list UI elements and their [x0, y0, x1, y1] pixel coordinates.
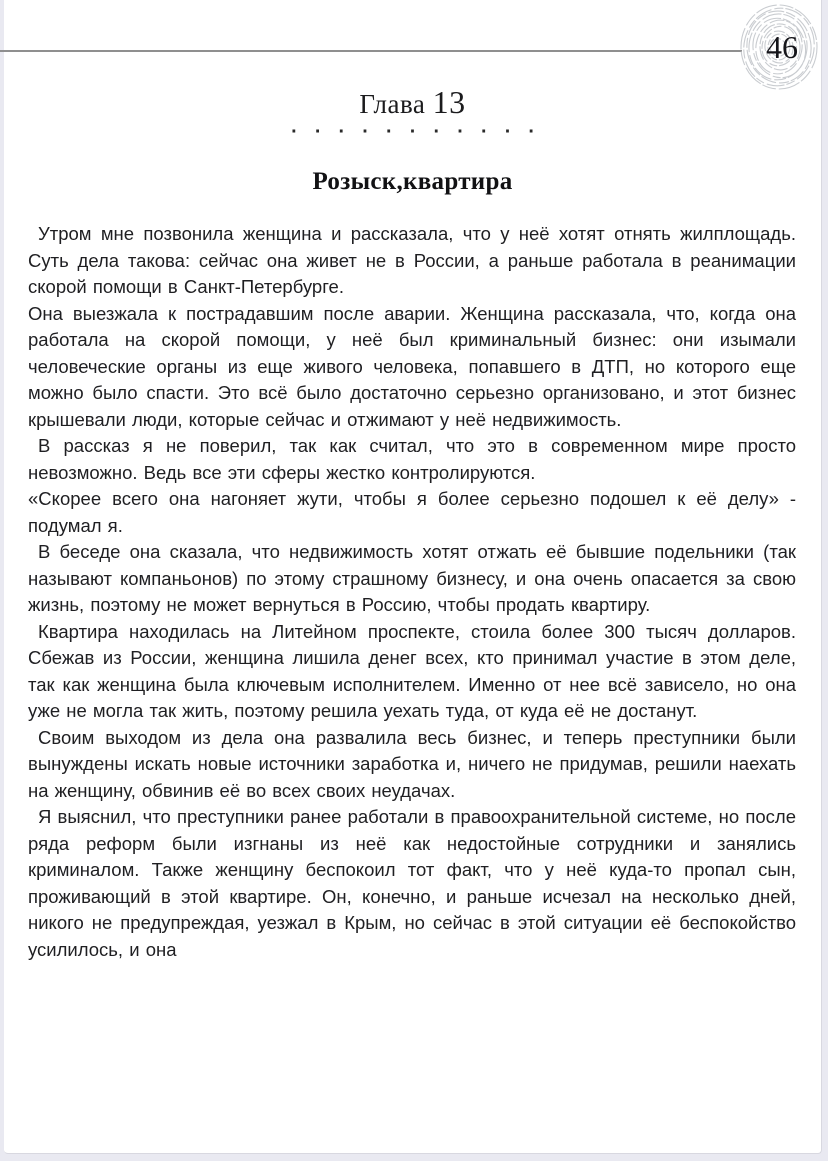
paragraph: Квартира находилась на Литейном проспекте, стоила более 300 тысяч долларов. Сбежав из России, женщина лишила денег всех, кто принимал участие в этом деле, так как женщина была ключевым исполнителем. Именно от нее всё зависело, но она уже не могла так жить, поэтому решила уехать туда, от куда её не достанут.	[28, 620, 796, 721]
chapter-heading	[4, 84, 821, 121]
paragraph: В беседе она сказала, что недвижимость хотят отжать её бывшие подельники (так называют компаньонов) по этому страшному бизнесу, и она очень опасается за свою жизнь, поэтому не может вернуться в Россию, чтобы продать квартиру.	[28, 541, 796, 615]
header-rule	[0, 50, 742, 52]
section-title: Розыск,квартира	[312, 168, 513, 195]
paragraph: Своим выходом из дела она развалила весь бизнес, и теперь преступники были вынуждены искать новые источники заработка и, ничего не придумав, решили наехать на женщину, обвинив её во всех своих неудачах.	[28, 726, 796, 801]
page-number: 46	[766, 28, 798, 65]
body-text	[28, 221, 796, 963]
ornament-dots: ···········	[288, 122, 550, 142]
paragraph: «Скорее всего она нагоняет жути, чтобы я более серьезно подошел к её делу» - подумал я.	[28, 488, 796, 536]
paragraph: Утром мне позвонила женщина и рассказала, что у неё хотят отнять жилплощадь. Суть дела такова: сейчас она живет не в России, а раньше работала в реанимации скорой помощи в Санкт-Петербурге.	[28, 223, 796, 297]
paragraph: В рассказ я не поверил, так как считал, что это в современном мире просто невозможно. Ведь все эти сферы жестко контролируются.	[28, 435, 796, 483]
page-number-stamp	[737, 3, 821, 91]
chapter-label: Глава	[359, 89, 426, 119]
chapter-number: 13	[432, 84, 466, 120]
paragraph: Я выяснил, что преступники ранее работали в правоохранительной системе, но после ряда реформ были изгнаны из неё как недостойные сотрудники и занялись криминалом. Также женщину беспокоил тот факт, что у неё куда-то пропал сын, проживающий в этой квартире. Он, конечно, и раньше исчезал на несколько дней, никого не предупреждая, уезжал в Крым, но сейчас в этой ситуации её беспокойство усилилось, и она	[28, 806, 796, 960]
paragraph: Она выезжала к пострадавшим после аварии. Женщина рассказала, что, когда она работала на скорой помощи, у неё был криминальный бизнес: они изымали человеческие органы из еще живого человека, попавшего в ДТП, но которого еще можно было спасти. Это всё было достаточно серьезно организовано, и этот бизнес крышевали люди, которые сейчас и отжимают у неё недвижимость.	[28, 302, 796, 430]
page-surface	[4, 0, 822, 1154]
